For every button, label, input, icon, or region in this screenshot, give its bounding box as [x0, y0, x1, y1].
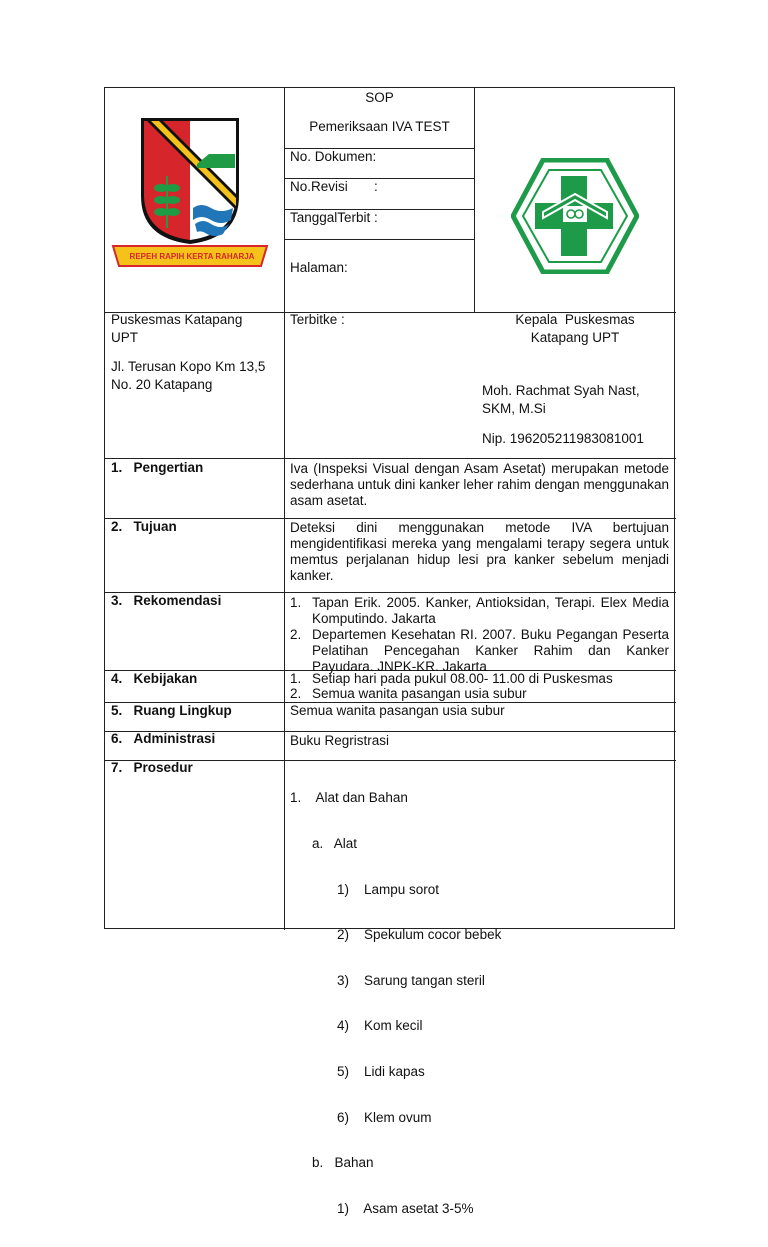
no-dokumen-field: No. Dokumen: — [290, 149, 377, 164]
rekomendasi-label: 3. Rekomendasi — [111, 593, 222, 608]
no-revisi-field: No.Revisi : — [290, 179, 378, 194]
prosedur-list — [290, 760, 669, 1247]
terbitke-field: Terbitke : — [290, 312, 345, 327]
list-item: 1. Alat dan Bahan — [290, 790, 408, 806]
kabupaten-bandung-logo-icon — [111, 116, 269, 272]
list-item: 2) Spekulum cocor bebek — [337, 927, 502, 943]
tujuan-label: 2. Tujuan — [111, 519, 177, 534]
head-title-line1: Kepala Puskesmas — [515, 312, 635, 327]
list-item: 2. Semua wanita pasangan usia subur — [290, 686, 527, 701]
list-item: 4) Kom kecil — [337, 1018, 423, 1034]
column-divider-left — [284, 88, 285, 930]
kebijakan-list — [290, 671, 669, 701]
pengertian-text: Iva (Inspeksi Visual dengan Asam Asetat) merupakan metode sederhana untuk dini kanker leher rahim dengan menggunakan asam asetat. — [290, 461, 670, 508]
list-item: a. Alat — [312, 836, 358, 852]
sop-document — [104, 87, 675, 1216]
rekomendasi-list — [290, 595, 669, 675]
list-item: 3) Sarung tangan steril — [337, 972, 485, 988]
head-name-line2: SKM, M.Si — [482, 401, 546, 416]
logo-motto: REPEH RAPIH KERTA RAHARJA — [129, 252, 255, 261]
halaman-field: Halaman: — [290, 260, 348, 275]
head-nip: Nip. 196205211983081001 — [482, 431, 644, 446]
head-name-line1: Moh. Rachmat Syah Nast, — [482, 383, 640, 398]
address-line2: No. 20 Katapang — [111, 377, 213, 392]
sop-label: SOP — [365, 90, 394, 105]
list-item: 6) Klem ovum — [337, 1109, 432, 1125]
kebijakan-label: 4. Kebijakan — [111, 671, 198, 686]
pengertian-label: 1. Pengertian — [111, 460, 204, 475]
head-title-line2: Katapang UPT — [530, 330, 620, 345]
list-item: 1) Asam asetat 3-5% — [337, 1200, 474, 1216]
administrasi-label: 6. Administrasi — [111, 731, 216, 746]
address-line1: Jl. Terusan Kopo Km 13,5 — [111, 359, 266, 374]
list-item: 2. Departemen Kesehatan RI. 2007. Buku Pegangan Peserta Pelatihan Pencegahan Kanker Rahim dan Kanker Payudara. JNPK-KR. Jakarta — [290, 627, 669, 674]
tujuan-text: Deteksi dini menggunakan metode IVA bertujuan mengidentifikasi mereka yang mengalami terapy segera untuk memtus perjalanan hidup lesi pra kanker sebelum menjadi kanker. — [290, 520, 669, 583]
list-item: 1) Lampu sorot — [337, 881, 440, 897]
ruang-lingkup-text: Semua wanita pasangan usia subur — [290, 703, 505, 718]
org-name-line2: UPT — [111, 330, 138, 345]
list-item: 1. Setiap hari pada pukul 08.00- 11.00 di Puskesmas — [290, 671, 613, 686]
ruang-lingkup-label: 5. Ruang Lingkup — [111, 703, 232, 718]
prosedur-label: 7. Prosedur — [111, 760, 193, 775]
tanggal-terbit-field: TanggalTerbit : — [290, 210, 378, 225]
list-item: b. Bahan — [312, 1155, 374, 1171]
org-name-line1: Puskesmas Katapang — [111, 312, 243, 327]
puskesmas-logo-icon — [511, 158, 639, 274]
list-item: 5) Lidi kapas — [337, 1064, 425, 1080]
list-item: 1. Tapan Erik. 2005. Kanker, Antioksidan, Terapi. Elex Media Komputindo. Jakarta — [290, 595, 669, 626]
sop-title: Pemeriksaan IVA TEST — [309, 119, 450, 134]
administrasi-text: Buku Regristrasi — [290, 733, 390, 748]
